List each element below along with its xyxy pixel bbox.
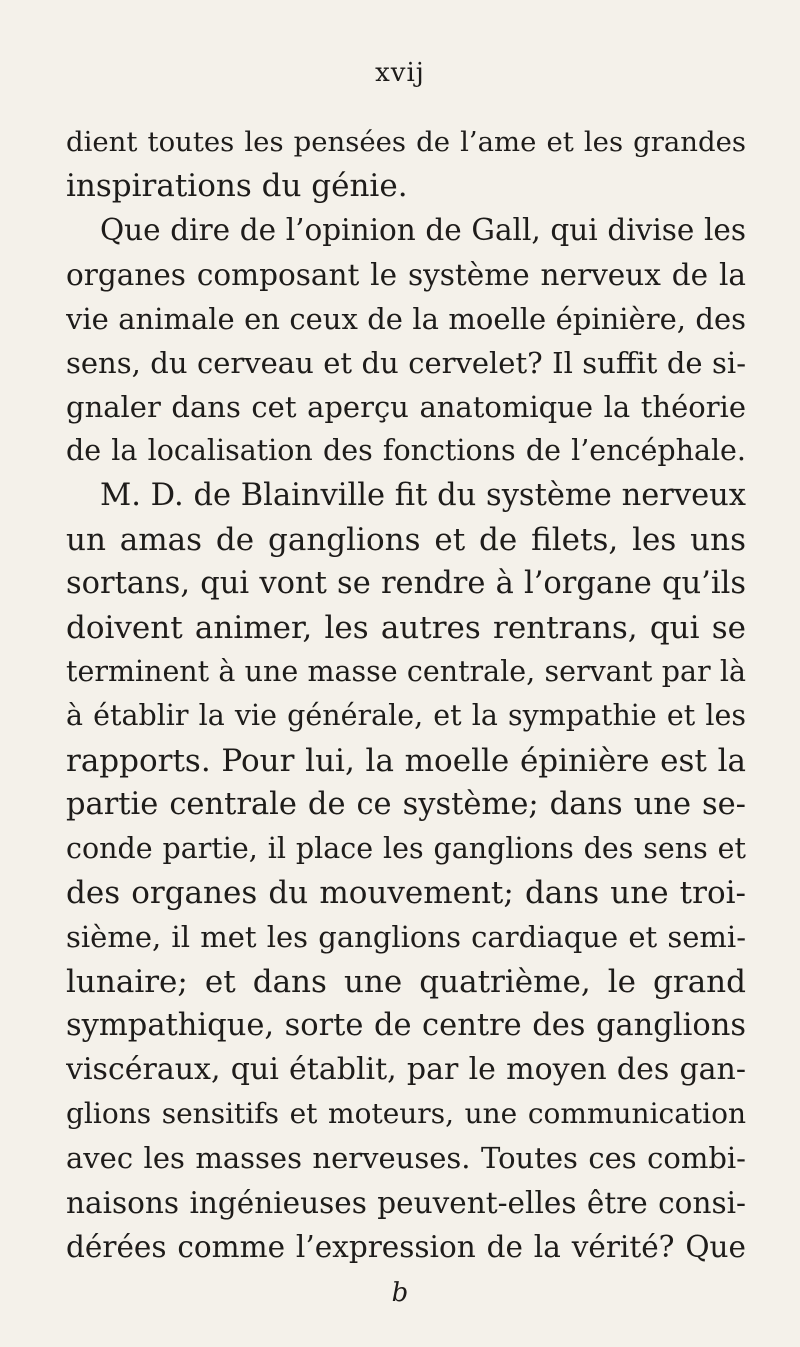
text-line: de la localisation des fonctions de l’encéphale. [66,434,746,468]
text-line: glions sensitifs et moteurs, une communication [66,1097,746,1131]
text-line: sens, du cerveau et du cervelet? Il suffit de si- [66,345,746,380]
text-line: dérées comme l’expression de la vérité? Que [66,1229,746,1264]
text-line: gnaler dans cet aperçu anatomique la théorie [66,390,746,425]
text-line: avec les masses nerveuses. Toutes ces combi- [66,1141,746,1176]
text-line: organes composant le système nerveux de la [66,257,746,292]
text-line: partie centrale de ce système; dans une se- [66,786,746,822]
text-line: lunaire; et dans une quatrième, le grand [66,963,746,1000]
text-line: naisons ingénieuses peuvent-elles être consi- [66,1185,746,1220]
text-line: dient toutes les pensées de l’ame et les grandes [66,126,746,158]
text-line: sième, il met les ganglions cardiaque et semi- [66,920,746,955]
text-line: sortans, qui vont se rendre à l’organe qu’ils [66,565,746,601]
text-line: Que dire de l’opinion de Gall, qui divise les [100,213,746,248]
text-line: doivent animer, les autres rentrans, qui se [66,610,746,647]
text-line: conde partie, il place les ganglions des sens et [66,832,746,865]
text-line: un amas de ganglions et de filets, les uns [66,521,746,558]
text-line: sympathique, sorte de centre des ganglions [66,1007,746,1043]
text-line: des organes du mouvement; dans une troi- [66,875,746,912]
text-line: vie animale en ceux de la moelle épinière, des [66,301,746,336]
text-line: terminent à une masse centrale, servant par là [66,655,746,689]
text-line: inspirations du génie. [66,168,408,205]
body-text [66,120,746,1269]
text-line: M. D. de Blainville fit du système nerveux [100,477,746,513]
text-line: rapports. Pour lui, la moelle épinière est la [66,742,746,779]
page-number: xvij [375,58,425,88]
text-line: à établir la vie générale, et la sympathie et les [66,699,746,733]
signature-mark: b [391,1278,409,1308]
text-line: viscéraux, qui établit, par le moyen des gan- [66,1051,746,1087]
